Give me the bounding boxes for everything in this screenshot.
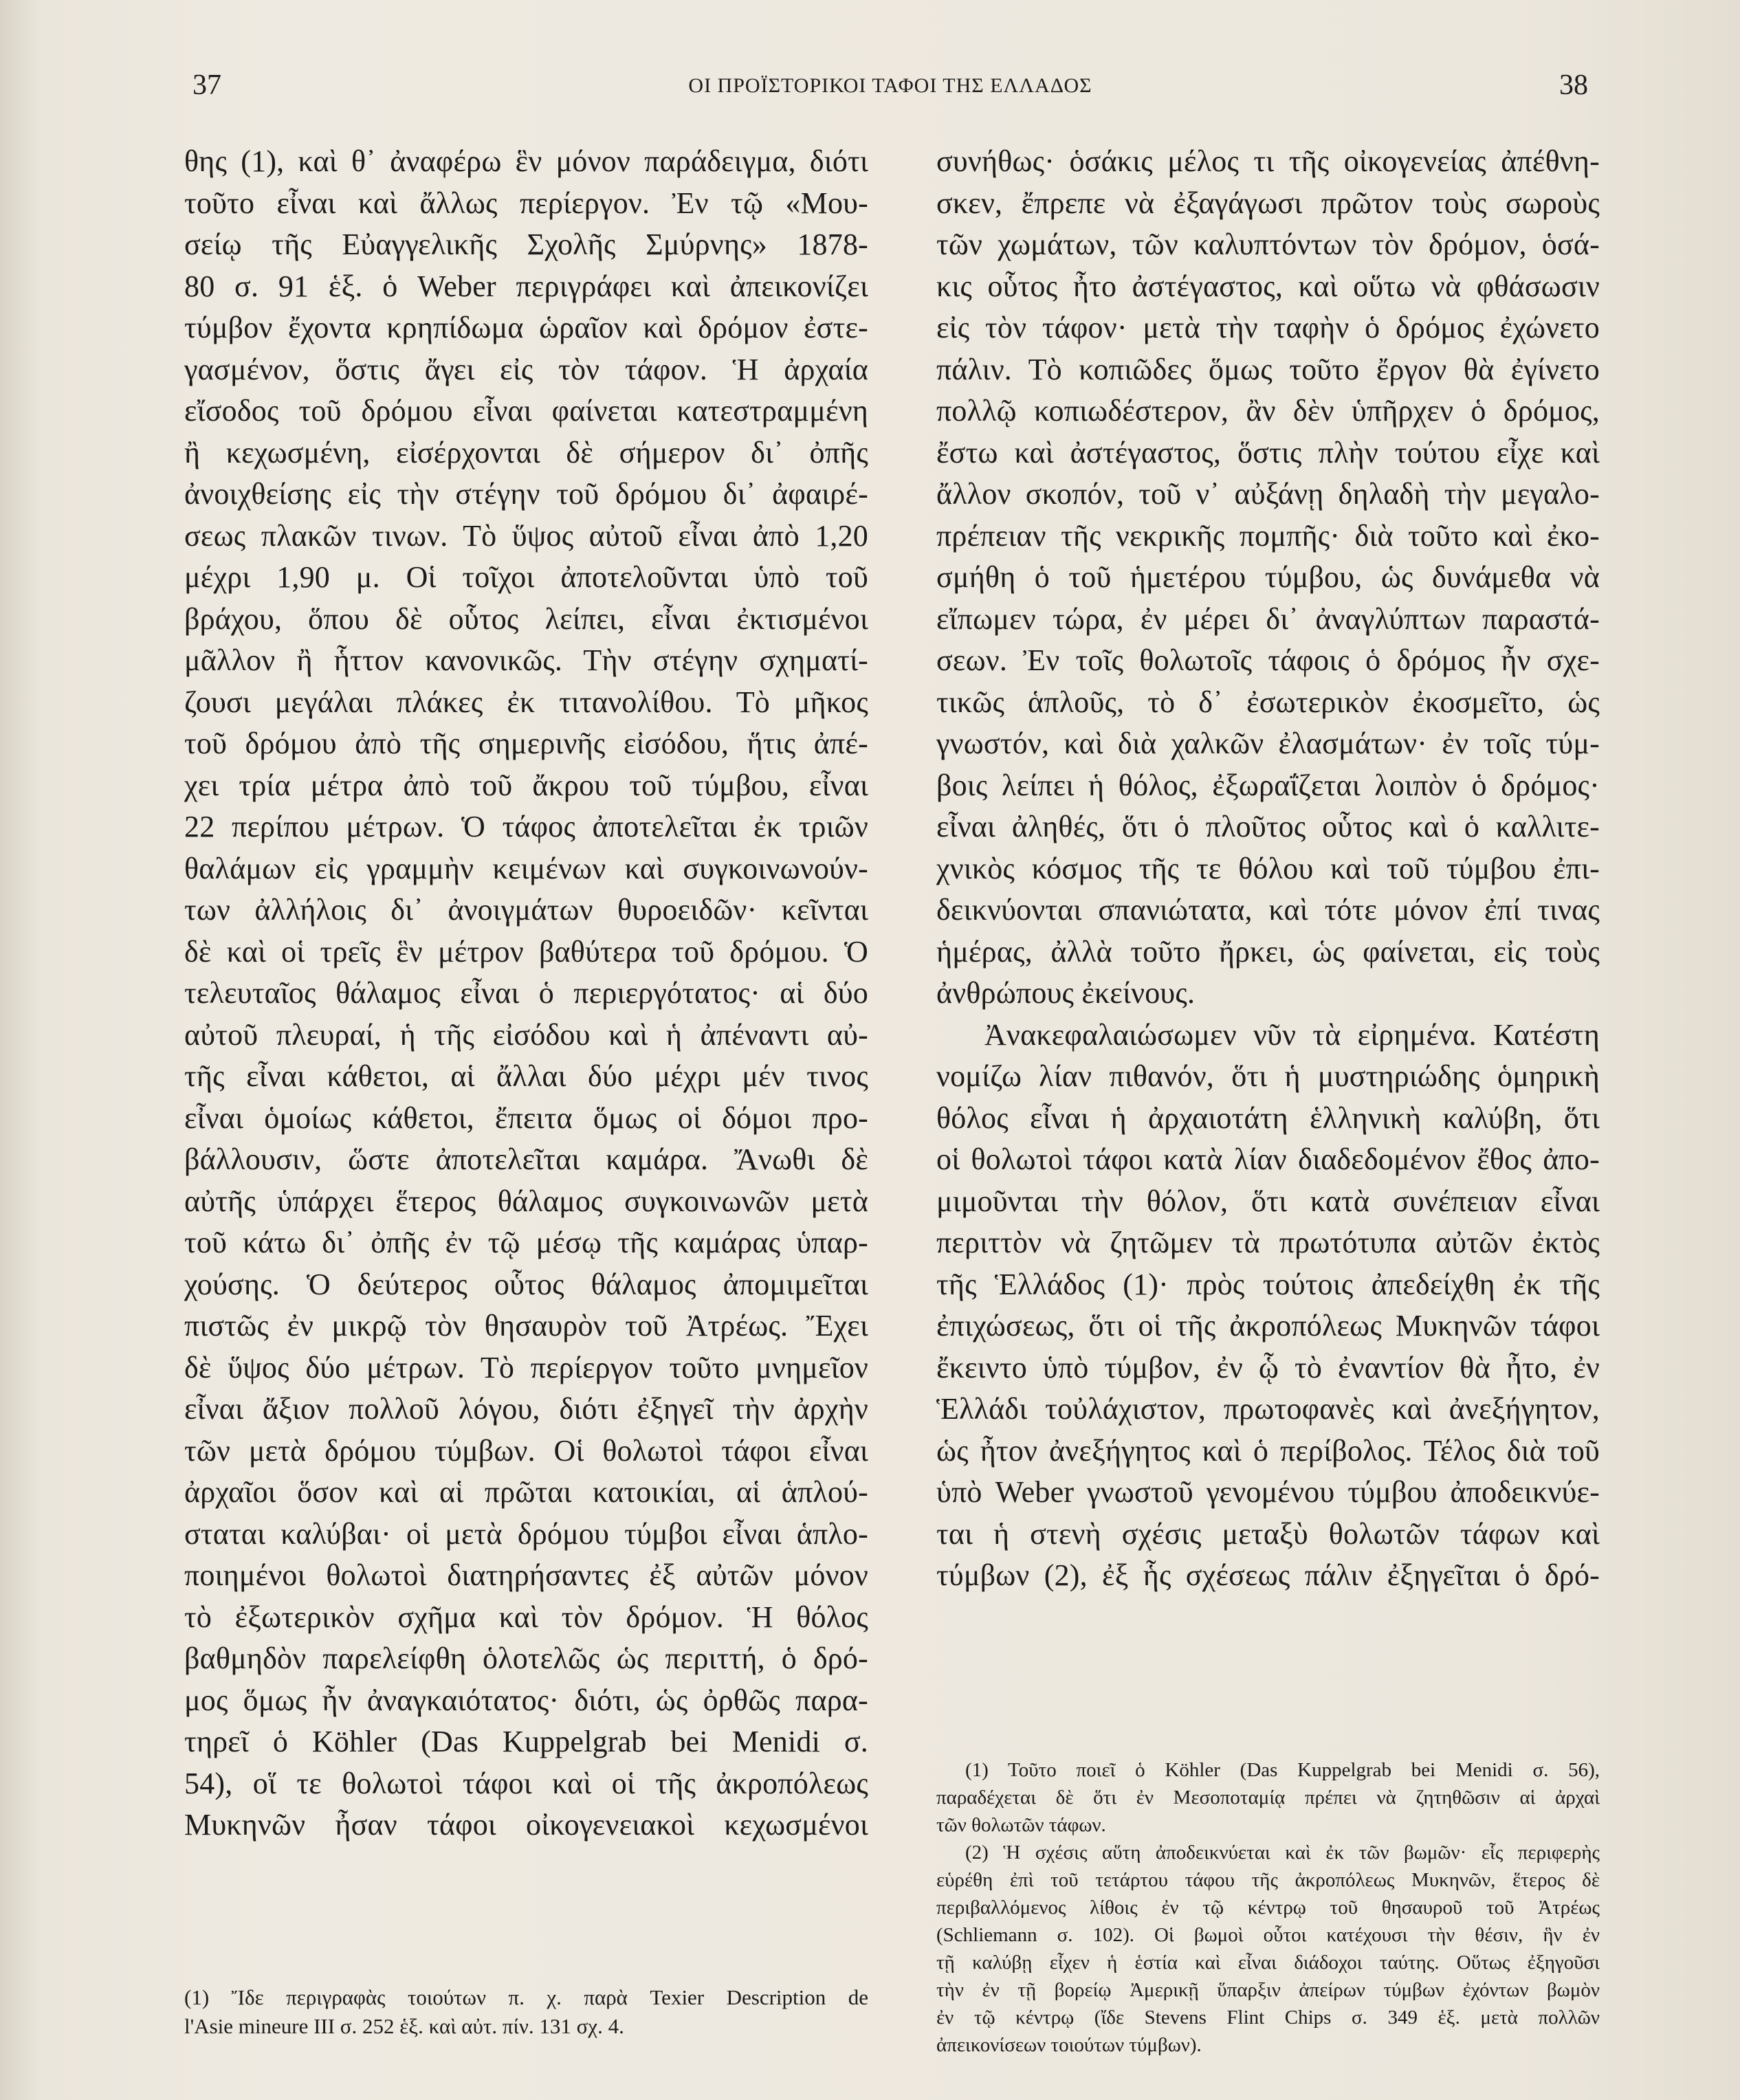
text-line: μος ὅμως ἦν ἀναγκαιότατος· διότι, ὡς ὀρθῶς παρα- [184, 1683, 868, 1717]
text-line: βράχου, ὅπου δὲ οὗτος λείπει, εἶναι ἐκτισμένοι [184, 601, 868, 636]
page-header [192, 69, 1588, 110]
footnote-line: l'Asie mineure III σ. 252 ἑξ. καὶ αὐτ. πίν. 131 σχ. 4. [184, 2014, 624, 2038]
footnote-line: (2) Ἡ σχέσις αὕτη ἀποδεικνύεται καὶ ἐκ τῶν βωμῶν· εἷς περιφερὴς [965, 1842, 1600, 1864]
text-line: θαλάμων εἰς γραμμὴν κειμένων καὶ συγκοινωνούν- [184, 851, 868, 885]
text-line: σεως πλακῶν τινων. Τὸ ὕψος αὐτοῦ εἶναι ἀπὸ 1,20 [184, 518, 868, 553]
text-line: δὲ καὶ οἱ τρεῖς ἓν μέτρον βαθύτερα τοῦ δρόμου. Ὁ [184, 934, 868, 969]
text-line: εἴπωμεν τώρα, ἐν μέρει δι᾽ ἀναγλύπτων παραστά- [936, 601, 1600, 636]
text-line: θης (1), καὶ θ᾽ ἀναφέρω ἓν μόνον παράδειγμα, διότι [184, 144, 868, 178]
text-line: περιττὸν νὰ ζητῶμεν τὰ πρωτότυπα αὐτῶν ἐκτὸς [936, 1226, 1600, 1259]
page-number-right: 38 [1559, 69, 1588, 101]
text-line: μᾶλλον ἢ ἧττον κανονικῶς. Τὴν στέγην σχηματί- [184, 643, 868, 677]
text-line: νομίζω λίαν πιθανόν, ὅτι ἡ μυστηριώδης ὁμηρικὴ [936, 1059, 1600, 1093]
text-line: εἶναι ὁμοίως κάθετοι, ἔπειτα ὅμως οἱ δόμοι προ- [184, 1101, 868, 1135]
text-line: Μυκηνῶν ἦσαν τάφοι οἰκογενειακοὶ κεχωσμένοι [184, 1808, 868, 1842]
text-line: τικῶς ἁπλοῦς, τὸ δ᾽ ἐσωτερικὸν ἐκοσμεῖτο, ὡς [936, 685, 1600, 719]
text-line: δὲ ὕψος δύο μέτρων. Τὸ περίεργον τοῦτο μνημεῖον [184, 1350, 868, 1384]
left-footnotes [184, 1983, 868, 2041]
text-line: γνωστόν, καὶ διὰ χαλκῶν ἐλασμάτων· ἐν τοῖς τύμ- [936, 727, 1600, 760]
text-line: τηρεῖ ὁ Köhler (Das Kuppelgrab bei Menidi σ. [184, 1725, 868, 1758]
text-line: εἶναι ἄξιον πολλοῦ λόγου, διότι ἐξηγεῖ τὴν ἀρχὴν [184, 1392, 868, 1426]
text-line: τὸ ἐξωτερικὸν σχῆμα καὶ τὸν δρόμον. Ἡ θόλος [184, 1600, 868, 1634]
text-line: μιμοῦνται τὴν θόλον, ὅτι κατὰ συνέπειαν εἶναι [936, 1184, 1600, 1218]
text-line: βοις λείπει ἡ θόλος, ἐξωραΐζεται λοιπὸν ὁ δρόμος· [936, 768, 1600, 802]
text-line: τοῦτο εἶναι καὶ ἄλλως περίεργον. Ἐν τῷ «Μου- [184, 186, 868, 220]
left-text-column [184, 141, 868, 1846]
footnote-line: (1) Ἴδε περιγραφὰς τοιούτων π. χ. παρὰ Texier Description de [184, 1985, 868, 2009]
text-line: ἡμέρας, ἀλλὰ τοῦτο ἤρκει, ὡς φαίνεται, εἰς τοὺς [936, 934, 1600, 969]
text-line: σεων. Ἐν τοῖς θολωτοῖς τάφοις ὁ δρόμος ἦν σχε- [936, 643, 1600, 677]
text-line: ἀρχαῖοι ὅσον καὶ αἱ πρῶται κατοικίαι, αἱ ἁπλού- [184, 1475, 868, 1509]
footnote-line: τὴν ἐν τῇ βορείῳ Ἀμερικῇ ὕπαρξιν ἀπείρων τύμβων ἐχόντων βωμὸν [936, 1979, 1600, 2001]
footnote-line: (Schliemann σ. 102). Οἱ βωμοὶ οὗτοι κατέχουσι τὴν θέσιν, ἣν ἐν [936, 1924, 1600, 1946]
text-line: 22 περίπου μέτρων. Ὁ τάφος ἀποτελεῖται ἐκ τριῶν [184, 810, 868, 843]
text-line: τοῦ δρόμου ἀπὸ τῆς σημερινῆς εἰσόδου, ἥτις ἀπέ- [184, 727, 868, 760]
footnote-line: περιβαλλόμενος λίθοις ἐν τῷ κέντρῳ τοῦ θησαυροῦ τοῦ Ἀτρέως [936, 1897, 1600, 1919]
footnote-line: ἀπεικονίσεων τοιούτων τύμβων). [936, 2034, 1202, 2056]
page-number-left: 37 [192, 69, 221, 101]
text-line: τύμβων (2), ἐξ ἧς σχέσεως πάλιν ἐξηγεῖται ὁ δρό- [936, 1558, 1600, 1592]
text-line: 54), οἵ τε θολωτοὶ τάφοι καὶ οἱ τῆς ἀκροπόλεως [184, 1766, 868, 1800]
text-line: τῶν χωμάτων, τῶν καλυπτόντων τὸν δρόμον, ὁσά- [936, 228, 1600, 261]
right-text-column [936, 141, 1600, 1597]
text-line: τῆς Ἑλλάδος (1)· πρὸς τούτοις ἀπεδείχθη ἐκ τῆς [936, 1267, 1600, 1301]
text-line: εἰς τὸν τάφον· μετὰ τὴν ταφὴν ὁ δρόμος ἐχώνετο [936, 311, 1600, 344]
footnote-line: τῶν θολωτῶν τάφων. [936, 1814, 1106, 1836]
text-line: οἱ θολωτοὶ τάφοι κατὰ λίαν διαδεδομένον ἔθος ἀπο- [936, 1142, 1600, 1176]
running-title: ΟΙ ΠΡΟΪΣΤΟΡΙΚΟΙ ΤΑΦΟΙ ΤΗΣ ΕΛΛΑΔΟΣ [688, 74, 1092, 97]
footnote-line: παραδέχεται δὲ ὅτι ἐν Μεσοποταμίᾳ πρέπει νὰ ζητηθῶσιν αἱ ἀρχαὶ [936, 1787, 1600, 1809]
text-line: ται ἡ στενὴ σχέσις μεταξὺ θολωτῶν τάφων καὶ [936, 1516, 1600, 1551]
text-line: σταται καλύβαι· οἱ μετὰ δρόμου τύμβοι εἶναι ἁπλο- [184, 1516, 868, 1551]
text-line: θόλος εἶναι ἡ ἀρχαιοτάτη ἑλληνικὴ καλύβη, ὅτι [936, 1101, 1600, 1135]
text-line: ἀνθρώπους ἐκείνους. [936, 976, 1196, 1010]
text-line: ἔστω καὶ ἀστέγαστος, ὅστις πλὴν τούτου εἶχε καὶ [936, 435, 1600, 469]
text-line: μέχρι 1,90 μ. Οἱ τοῖχοι ἀποτελοῦνται ὑπὸ τοῦ [184, 560, 868, 594]
text-line: αὐτῆς ὑπάρχει ἕτερος θάλαμος συγκοινωνῶν μετὰ [184, 1184, 868, 1218]
text-line: πρέπειαν τῆς νεκρικῆς πομπῆς· διὰ τοῦτο καὶ ἐκο- [936, 518, 1600, 553]
text-line: κις οὗτος ἦτο ἀστέγαστος, καὶ οὕτω νὰ φθάσωσιν [936, 269, 1600, 303]
text-line: τελευταῖος θάλαμος εἶναι ὁ περιεργότατος· αἱ δύο [184, 976, 868, 1010]
text-line: δεικνύονται σπανιώτατα, καὶ τότε μόνον ἐπί τινας [936, 893, 1600, 927]
text-line: εἴσοδος τοῦ δρόμου εἶναι φαίνεται κατεστραμμένη [184, 394, 868, 428]
text-line: 80 σ. 91 ἑξ. ὁ Weber περιγράφει καὶ ἀπεικονίζει [184, 269, 868, 303]
text-line: πάλιν. Τὸ κοπιῶδες ὅμως τοῦτο ἔργον θὰ ἐγίνετο [936, 352, 1600, 386]
text-line: ὑπὸ Weber γνωστοῦ γενομένου τύμβου ἀποδεικνύε- [936, 1475, 1600, 1509]
text-line: σκεν, ἔπρεπε νὰ ἐξαγάγωσι πρῶτον τοὺς σωροὺς [936, 186, 1600, 220]
text-line: βάλλουσιν, ὥστε ἀποτελεῖται καμάρα. Ἄνωθι δὲ [184, 1142, 868, 1176]
text-line: ἢ κεχωσμένη, εἰσέρχονται δὲ σήμερον δι᾽ ὀπῆς [184, 435, 868, 469]
text-line: ζουσι μεγάλαι πλάκες ἐκ τιτανολίθου. Τὸ μῆκος [184, 685, 868, 719]
footnote-line: (1) Τοῦτο ποιεῖ ὁ Köhler (Das Kuppelgrab bei Menidi σ. 56), [965, 1759, 1600, 1781]
text-line: σμήθη ὁ τοῦ ἡμετέρου τύμβου, ὡς δυνάμεθα νὰ [936, 560, 1600, 594]
text-line: τοῦ κάτω δι᾽ ὀπῆς ἐν τῷ μέσῳ τῆς καμάρας ὑπαρ- [184, 1226, 868, 1259]
text-line: ποιημένοι θολωτοὶ διατηρήσαντες ἐξ αὐτῶν μόνον [184, 1558, 868, 1592]
text-line: χει τρία μέτρα ἀπὸ τοῦ ἄκρου τοῦ τύμβου, εἶναι [184, 768, 868, 802]
text-line: ὡς ἦτον ἀνεξήγητος καὶ ὁ περίβολος. Τέλος διὰ τοῦ [936, 1433, 1600, 1468]
text-line: Ἀνακεφαλαιώσωμεν νῦν τὰ εἰρημένα. Κατέστη [984, 1017, 1600, 1052]
text-line: των ἀλλήλοις δι᾽ ἀνοιγμάτων θυροειδῶν· κεῖνται [184, 893, 868, 927]
text-line: βαθμηδὸν παρελείφθη ὁλοτελῶς ὡς περιττή, ὁ δρό- [184, 1642, 868, 1675]
text-line: τῶν μετὰ δρόμου τύμβων. Οἱ θολωτοὶ τάφοι εἶναι [184, 1433, 868, 1468]
text-line: ἔκειντο ὑπὸ τύμβον, ἐν ᾧ τὸ ἐναντίον θὰ ἦτο, ἐν [936, 1350, 1600, 1384]
footnote-line: ἐν τῷ κέντρῳ (ἴδε Stevens Flint Chips σ. 349 ἑξ. μετὰ πολλῶν [936, 2007, 1600, 2029]
text-line: τῆς εἶναι κάθετοι, αἱ ἄλλαι δύο μέχρι μέν τινος [184, 1059, 868, 1093]
text-line: πολλῷ κοπιωδέστερον, ἂν δὲν ὑπῆρχεν ὁ δρόμος, [936, 394, 1600, 428]
text-line: συνήθως· ὁσάκις μέλος τι τῆς οἰκογενείας ἀπέθνη- [936, 144, 1600, 178]
text-line: εἶναι ἀληθές, ὅτι ὁ πλοῦτος οὗτος καὶ ὁ καλλιτε- [936, 810, 1600, 843]
text-line: αὐτοῦ πλευραί, ἡ τῆς εἰσόδου καὶ ἡ ἀπέναντι αὐ- [184, 1017, 868, 1052]
text-line: ἄλλον σκοπόν, τοῦ ν᾽ αὐξάνῃ δηλαδὴ τὴν μεγαλο- [936, 477, 1600, 511]
text-line: χνικὸς κόσμος τῆς τε θόλου καὶ τοῦ τύμβου ἐπι- [936, 851, 1600, 885]
text-line: τύμβον ἔχοντα κρηπίδωμα ὡραῖον καὶ δρόμον ἐστε- [184, 311, 868, 344]
text-line: ἀνοιχθείσης εἰς τὴν στέγην τοῦ δρόμου δι᾽ ἀφαιρέ- [184, 477, 868, 511]
right-footnotes [936, 1756, 1600, 2059]
text-line: γασμένον, ὅστις ἄγει εἰς τὸν τάφον. Ἡ ἀρχαία [184, 352, 868, 386]
text-line: ἐπιχώσεως, ὅτι οἱ τῆς ἀκροπόλεως Μυκηνῶν τάφοι [936, 1309, 1600, 1342]
text-line: Ἑλλάδι τοὐλάχιστον, πρωτοφανὲς καὶ ἀνεξήγητον, [936, 1392, 1600, 1426]
footnote-line: τῇ καλύβῃ εἶχεν ἡ ἑστία καὶ εἶναι διάδοχοι ταύτης. Οὕτως ἐξηγοῦσι [936, 1952, 1600, 1974]
text-line: πιστῶς ἐν μικρῷ τὸν θησαυρὸν τοῦ Ἀτρέως. Ἔχει [184, 1309, 868, 1342]
text-line: σείῳ τῆς Εὐαγγελικῆς Σχολῆς Σμύρνης» 1878- [184, 228, 868, 261]
footnote-line: εὑρέθη ἐπὶ τοῦ τετάρτου τάφου τῆς ἀκροπόλεως Μυκηνῶν, ἕτερος δὲ [936, 1869, 1600, 1891]
text-line: χούσης. Ὁ δεύτερος οὗτος θάλαμος ἀπομιμεῖται [184, 1267, 868, 1301]
